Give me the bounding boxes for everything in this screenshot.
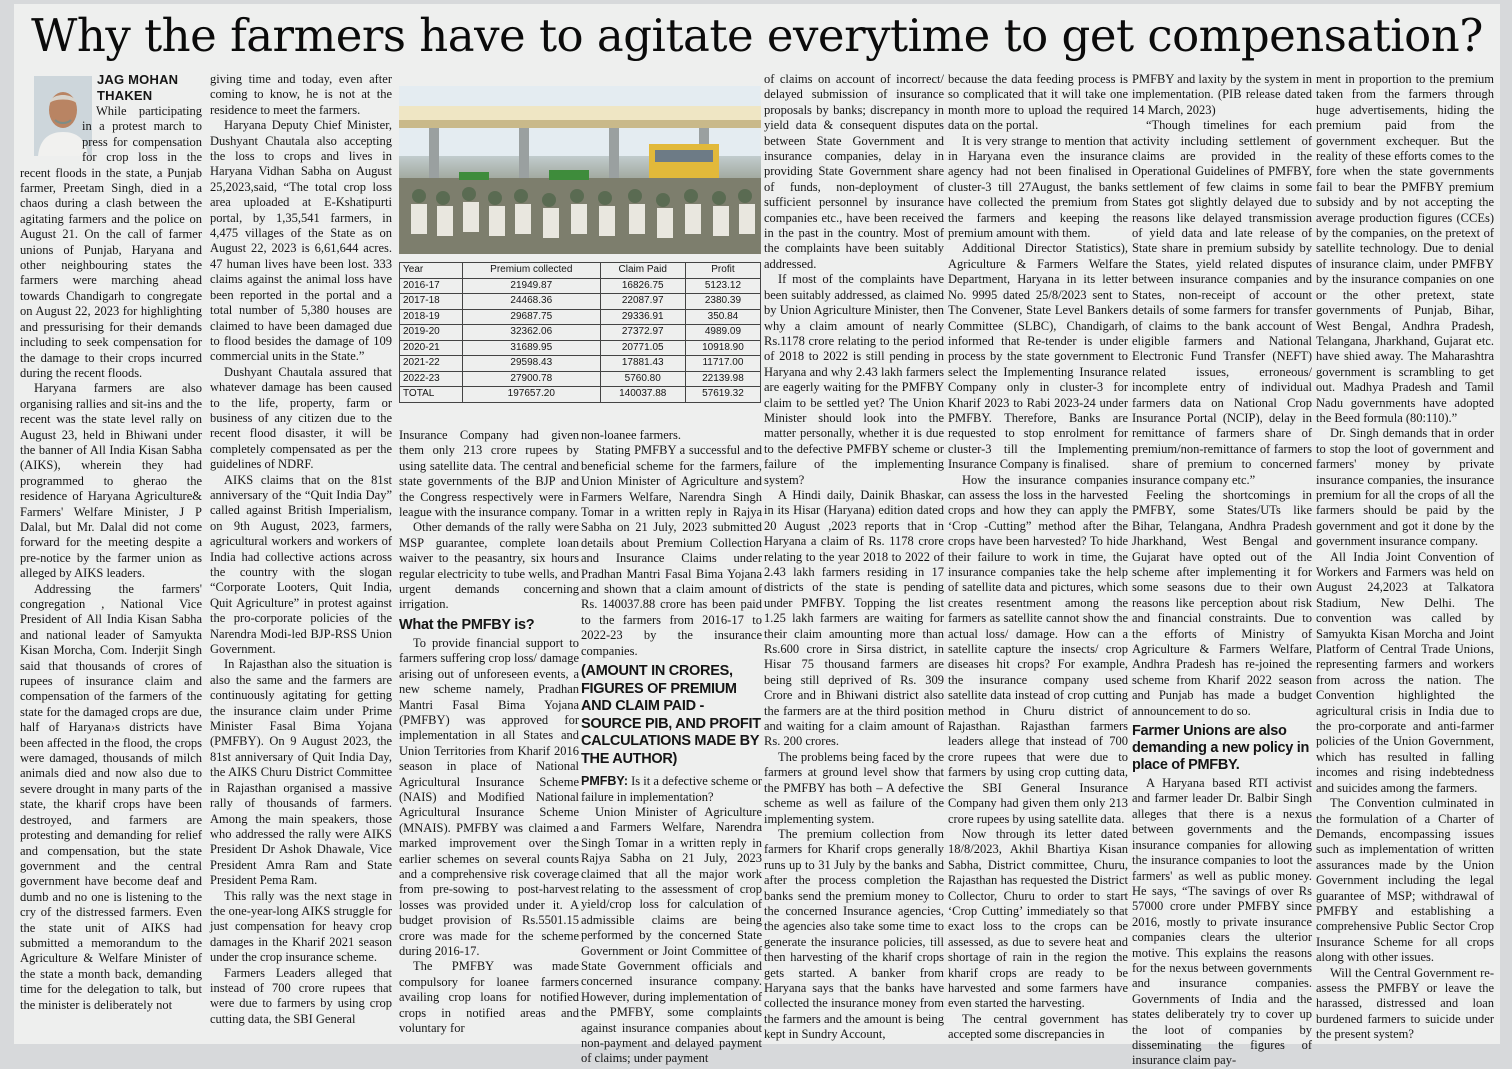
table-cell: TOTAL [400, 387, 463, 403]
column-4 [581, 428, 763, 1066]
table-row [400, 294, 761, 310]
table-cell: 20771.05 [600, 340, 685, 356]
table-cell: 10918.90 [685, 340, 760, 356]
table-header-row [400, 263, 761, 279]
paragraph: In Rajasthan also the situation is also the same and the farmers are continuously agitating for getting the insurance claim under Prime Minister Fasal Bima Yojana (PMFBY). On 9 August 2023, the 81st anniversary of Quit India Day, the AIKS Churu District Committee in Rajasthan organised a massive rally of thousands of farmers. Among the main speakers, those who addressed the rally were AIKS President Dr Ashok Dhawale, Vice President Amra Ram and State President Pema Ram. [210, 657, 392, 888]
table-row [400, 309, 761, 325]
table-row [400, 325, 761, 341]
column-8 [1316, 72, 1494, 1040]
table-cell: 2020-21 [400, 340, 463, 356]
table-cell: 2017-18 [400, 294, 463, 310]
column-5 [764, 72, 944, 1040]
table-row [400, 387, 761, 403]
table-cell: 2022-23 [400, 371, 463, 387]
column-2 [210, 72, 392, 1040]
paragraph: The PMFBY was made compulsory for loanee farmers availing crop loans for notified crops in notified areas and voluntary for [399, 959, 579, 1036]
paragraph [581, 774, 762, 805]
table-header-cell: Claim Paid [600, 263, 685, 279]
paragraph: While participating in a protest march to press for compensation for crop loss in the recent floods in the state, a Punjab farmer, Preetam Singh, died in a chaos during a clash between the agitating farmers and the police on August 21. On the call of farmer unions of Punjab, Haryana and other neighbouring states the farmers were marching ahead towards Chandigarh to congregate on August 22, 2023 for highlighting and pressurising for their demands including to seek compensation for the damage to their crops incurred during the recent floods. [20, 104, 202, 380]
table-cell: 29687.75 [463, 309, 601, 325]
column-3 [399, 428, 579, 1040]
paragraph: of claims on account of incorrect/ delayed submission of insurance proposals by banks; discrepancy in yield data & consequent disputes between State Government and insurance companies, delay in providing State Government share of funds, non-deployment of sufficient personnel by insurance companies etc., have been received in the past in the country. Most of the complaints have been suitably addressed. [764, 72, 944, 271]
subhead-pmfby: What the PMFBY is? [399, 616, 535, 633]
paragraph: Dushyant Chautala assured that whatever damage has been caused to the life, property, farm or business of any citizen due to the recent flood disaster, it will be completely compensated as per the guidelines of NDRF. [210, 364, 392, 472]
table-cell: 29598.43 [463, 356, 601, 372]
paragraph: Farmers Leaders alleged that instead of 700 crore rupees that were due to farmers by using crop cutting data, the SBI General [210, 965, 392, 1026]
table-cell: 57619.32 [685, 387, 760, 403]
table-cell: 22139.98 [685, 371, 760, 387]
paragraph: AIKS claims that on the 81st anniversary of the “Quit India Day” called against British Imperialism, on 9th August, 2023, farmers, agricultural workers and workers of India had collective actions across the country with the slogan “Corporate Looters, Quit India, Quit Agriculture” in protest against the pro-corporate policies of the Narendra Modi-led BJP-RSS Union Government. [210, 472, 392, 657]
paragraph: Now through its letter dated 18/8/2023, Akhil Bhartiya Kisan Sabha, District committee, Churu, Rajasthan has requested the District Collector, Churu to order to start ‘Crop Cutting’ immediately so that exact loss to the crops can be assessed, as due to severe heat and shortage of rain in the region the kharif crops are ready to be harvested and some farmers have even started the harvesting. [948, 826, 1128, 1011]
table-cell: 31689.95 [463, 340, 601, 356]
table-cell: 32362.06 [463, 325, 601, 341]
author-first-name: JAG MOHAN [97, 72, 179, 87]
protest-photo [399, 86, 761, 254]
paragraph: A Haryana based RTI activist and farmer leader Dr. Balbir Singh alleges that there is a nexus between governments and the insurance companies for allowing the insurance companies to loot the farmers' as well as public money. He says, “The savings of over Rs 57000 crore under PMFBY since 2016, mostly to private insurance companies clears the ulterior motive. This explains the reasons for the nexus between governments and insurance companies. Governments of India and the states deliberately try to cover up the loot of companies by disseminating the figures of insurance claim pay- [1132, 776, 1312, 1068]
table-cell: 2380.39 [685, 294, 760, 310]
byline [97, 72, 202, 104]
table-header-cell: Premium collected [463, 263, 601, 279]
paragraph: ment in proportion to the premium taken from the farmers through huge advertisements, hiding the premium paid from the government exchequer. But the reality of these efforts comes to the fore when the state governments fail to bear the PMFBY premium subsidy and by not accepting the average production figures (CCEs) by the companies, on the pretext of satellite technology. Due to denial of insurance claim, under PMFBY by the insurance companies on one or the other pretext, state governments of Punjab, Bihar, West Bengal, Andhra Pradesh, Telangana, Jharkhand, Gujarat etc. have shied away. The Maharashtra government is scrambling to get out. Madhya Pradesh and Tamil Nadu governments have adopted the Beed formula (80:110).” [1316, 72, 1494, 425]
paragraph: “Though timelines for each activity including settlement of claims are provided in the Operational Guidelines of PMFBY, settlement of few claims in some States got slightly delayed due to reasons like delayed transmission of yield data and late release of State share in premium subsidy by the States, yield related disputes between insurance companies and States, non-receipt of account details of some farmers for transfer of claims to the bank account of eligible farmers and National Electronic Fund Transfer (NEFT) related issues, erroneous/ incomplete entry of individual farmers data on National Crop Insurance Portal (NCIP), delay in remittance of farmers share of premium/non-remittance of farmers share of premium to concerned insurance company etc.” [1132, 118, 1312, 487]
table-cell: 5760.80 [600, 371, 685, 387]
table-row [400, 340, 761, 356]
paragraph: Insurance Company had given them only 213 crore rupees by using satellite data. The central and state governments of the BJP and the Congress respectively were in league with the insurance company. [399, 428, 579, 520]
paragraph: Haryana farmers are also organising rallies and sit-ins and the recent was the state level rally on August 23, held in Bhiwani under the banner of All India Kisan Sabha (AIKS), wherein they had programmed to gherao the residence of Haryana Agriculture& Farmers' Welfare Minister, J P Dalal, but Mr. Dalal did not come forward for the meeting despite a pre-notice by the farmer union as alleged by AIKS leaders. [20, 381, 202, 581]
lead-in: PMFBY: [581, 774, 628, 789]
table-cell: 11717.00 [685, 356, 760, 372]
paragraph: Addressing the farmers' congregation , National Vice President of All India Kisan Sabha and national leader of Samyukta Kisan Morcha, Com. Inderjit Singh said that thousands of crores of rupees of insurance claim and compensation of the farmers of the state for the damaged crops are due, half of Haryana›s districts have been affected in the flood, the crops were damaged, thousands of milch animals died and now also due to severe drought in many parts of the state, the kharif crops have been destroyed, and farmers are protesting and demanding for relief and compensation, but the state government and the central government have become deaf and dumb and no one is listening to the cry of the distressed farmers. Even the state unit of AIKS had submitted a memorandum to the Agriculture & Welfare Minister of the state a month back, demanding time for the delegation to talk, but the minister is deliberately not [20, 581, 202, 1012]
table-cell: 2016-17 [400, 278, 463, 294]
table-header-cell: Year [400, 263, 463, 279]
paragraph: PMFBY and laxity by the system in implementation. (PIB release dated 14 March, 2023) [1132, 72, 1312, 117]
table-cell: 17881.43 [600, 356, 685, 372]
table-cell: 4989.09 [685, 325, 760, 341]
photo-spacer [20, 72, 82, 152]
table-cell: 197657.20 [463, 387, 601, 403]
headline: Why the farmers have to agitate everytime to get compensation? [31, 9, 1483, 62]
table-cell: 29336.91 [600, 309, 685, 325]
table-cell: 350.84 [685, 309, 760, 325]
paragraph: Feeling the shortcomings in PMFBY, some States/UTs like Bihar, Telangana, Andhra Pradesh Jharkhand, West Bengal and Gujarat have opted out of the scheme after implementing it for some seasons due to their own reasons like perception about risk and financial constraints. Due to the efforts of Ministry of Agriculture & Farmers Welfare, Andhra Pradesh has re-joined the scheme from Kharif 2022 season and Punjab has made a budget announcement to do so. [1132, 487, 1312, 718]
paragraph: The central government has accepted some discrepancies in [948, 1011, 1128, 1042]
paragraph: To provide financial support to farmers suffering crop loss/ damage arising out of unforeseen events, a new scheme namely, Pradhan Mantri Fasal Bima Yojana (PMFBY) was approved for implementation in all States and Union Territories from Kharif 2016 season in place of National Agricultural Insurance Scheme (NAIS) and Modified National Agricultural Insurance Scheme (MNAIS). PMFBY was claimed a marked improvement over the earlier schemes on several counts and a comprehensive risk coverage from pre-sowing to post-harvest losses was provided under it. A budget provision of Rs.5501.15 crore was made for the scheme during 2016-17. [399, 635, 579, 958]
table-cell: 21949.87 [463, 278, 601, 294]
toll-plaza-protest-image [399, 86, 761, 254]
paragraph: Union Minister of Agriculture and Farmers Welfare, Narendra Singh Tomar in a written reply in Rajya Sabha on 21 July, 2023 claimed that all the major work relating to the assessment of crop yield/crop loss for calculation of admissible claims are being performed by the concerned State Government or Joint Committee of State Government officials and concerned insurance company. However, during implementation of the PMFBY, some complaints against insurance companies about non-payment and delayed payment of claims; under payment [581, 804, 762, 1066]
table-header-cell: Profit [685, 263, 760, 279]
paragraph: It is very strange to mention that in Haryana even the insurance agency had not been finalised in cluster-3 till 27August, the banks have collected the premium from the farmers and keeping the premium amount with them. [948, 133, 1128, 241]
table-caption: (AMOUNT IN CRORES, FIGURES OF PREMIUM AND CLAIM PAID -SOURCE PIB, AND PROFIT CALCULATIONS MADE BY THE AUTHOR) [581, 663, 761, 767]
table-cell: 2018-19 [400, 309, 463, 325]
column-1 [20, 72, 202, 1040]
author-last-name: THAKEN [97, 88, 153, 103]
paragraph: Stating PMFBY a successful and beneficial scheme for the farmers, Union Minister of Agriculture and Farmers Welfare, Narendra Singh Tomar in a written reply in Rajya Sabha on 21 July, 2023 submitted details about Premium Collection and Insurance Claims under Pradhan Mantri Fasal Bima Yojana and shown that a claim amount of Rs. 140037.88 crore has been paid to the farmers from 2016-17 to 2022-23 by the insurance companies. [581, 443, 762, 658]
paragraph: The problems being faced by the farmers at ground level show that the PMFBY has both – A defective scheme as well as failure of the implementing system. [764, 749, 944, 826]
newspaper-page [14, 4, 1500, 1068]
paragraph-text: Is it a defective scheme or failure in implementation? [581, 774, 763, 804]
paragraph: non-loanee farmers. [581, 428, 681, 442]
table-cell: 2021-22 [400, 356, 463, 372]
premium-claims-table [399, 262, 761, 403]
table-cell: 5123.12 [685, 278, 760, 294]
paragraph: Dr. Singh demands that in order to stop the loot of government and farmers' money by private insurance companies, the insurance premium for all the crops of all the farmers should be paid by the government and got it done by the government insurance company. [1316, 426, 1494, 549]
paragraph: How the insurance companies can assess the loss in the harvested crops and how they can apply the ‘Crop -Cutting” method after the crops have been harvested? To hide their failure to work in time, the insurance companies take the help of satellite data and pictures, which creates resentment among the farmers as satellite cannot show the actual loss/ damage. How can a satellite capture the insects/ crop diseases hit crops? For example, the insurance company used satellite data instead of crop cutting method in Churu district of Rajasthan. Rajasthan farmers leaders allege that instead of 700 crore rupees that were due to farmers by using crop cutting data, the SBI General Insurance Company had given them only 213 crore rupees by using satellite data. [948, 472, 1128, 826]
table-cell: 22087.97 [600, 294, 685, 310]
paragraph: The premium collection from farmers for Kharif crops generally runs up to 31 July by the banks and after the process completion the banks send the premium money to the concerned Insurance agencies, the agencies also take some time to generate the insurance policies, till then harvesting of the kharif crops gets started. A banker from Haryana says that the banks have collected the insurance money from the farmers and the amount is being kept in Sundry Account, [764, 826, 944, 1042]
paragraph: Other demands of the rally were MSP guarantee, complete loan waiver to the peasantry, six hours regular electricity to tube wells, and urgent demands concerning irrigation. [399, 520, 579, 612]
column-7 [1132, 72, 1312, 1068]
paragraph: This rally was the next stage in the one-year-long AIKS struggle for just compensation for heavy crop damages in the Kharif 2021 season under the crop insurance scheme. [210, 888, 392, 965]
paragraph: The Convention culminated in the formulation of a Charter of Demands, encompassing issues such as implementation of written assurances made by the Union Government including the legal guarantee of MSP; withdrawal of PMFBY and establishing a comprehensive Public Sector Crop Insurance Scheme for all crops along with other issues. [1316, 796, 1494, 965]
paragraph: giving time and today, even after coming to know, he is not at the residence to meet the farmers. [210, 72, 392, 117]
table-cell: 16826.75 [600, 278, 685, 294]
table-cell: 140037.88 [600, 387, 685, 403]
paragraph: All India Joint Convention of Workers and Farmers was held on August 24,2023 at Talkatora Stadium, New Delhi. The convention was called by Samyukta Kisan Morcha and Joint Platform of Central Trade Unions, representing farmers and workers from across the nation. The Convention highlighted the agricultural crisis in India due to the pro-corporate and anti-farmer policies of the Union Government, which has resulted in falling incomes and rising indebtedness and suicides among the farmers. [1316, 549, 1494, 795]
column-6 [948, 72, 1128, 1040]
paragraph: because the data feeding process is so complicated that it will take one month more to upload the required data on the portal. [948, 72, 1128, 133]
paragraph: A Hindi daily, Dainik Bhaskar, in its Hisar (Haryana) edition dated 20 August ,2023 reports that in Haryana a claim of Rs. 1178 crore relating to the year 2018 to 2022 of 2.43 lakh farmers residing in 17 districts of the state is pending under PMFBY. Topping the list 1.25 lakh farmers are waiting for their claim amounting more than Rs.600 crore in Sirsa district, in Hisar 75 thousand farmers are being still deprived of Rs. 309 Crore and in Bhiwani district also the farmers are at the third position and waiting for a claim amount of Rs. 200 crores. [764, 487, 944, 749]
table-row [400, 278, 761, 294]
table-row [400, 371, 761, 387]
table-cell: 24468.36 [463, 294, 601, 310]
table-row [400, 356, 761, 372]
table-cell: 27900.78 [463, 371, 601, 387]
table-cell: 27372.97 [600, 325, 685, 341]
paragraph: Additional Director Statistics), Agriculture & Farmers Welfare Department, Haryana in its letter No. 9995 dated 25/8/2023 sent to The Convener, State Level Bankers Committee (SLBC), Chandigarh, informed that Re-tender is under process by the state government to select the Implementing Insurance Company only in cluster-3 for Kharif 2023 to Rabi 2023-24 under PMFBY. Therefore, Banks are requested to stop enrolment for cluster-3 till the Implementing Insurance Company is finalised. [948, 241, 1128, 472]
subhead-farmer-unions: Farmer Unions are also demanding a new policy in place of PMFBY. [1132, 723, 1310, 774]
paragraph: If most of the complaints have been suitably addressed, as claimed by Union Agriculture Minister, then why a claim amount of nearly Rs.1178 crore relating to the period of 2018 to 2022 is still pending in Haryana and why 2.43 lakh farmers are eagerly waiting for the PMFBY claim to be settled yet? The Union Minister should look into the matter personally, whether it is due to the defective PMFBY scheme or failure of the implementing system? [764, 272, 944, 487]
paragraph: Will the Central Government re-assess the PMFBY or leave the harassed, distressed and loan burdened farmers to suicide under the present system? [1316, 965, 1494, 1042]
table-body [400, 263, 761, 403]
table-cell: 2019-20 [400, 325, 463, 341]
paragraph: Haryana Deputy Chief Minister, Dushyant Chautala also accepting the loss to crops and lives in Haryana Vidhan Sabha on August 25,2023,said, “The total crop loss area uploaded at E-Kshatipurti portal, by 1,35,541 farmers, in 4,475 villages of the State as on August 22, 2023 is 6,61,644 acres. 47 human lives have been lost. 333 claims against the animal loss have been reported in the portal and a total number of 5,380 houses are claimed to have been damaged due to flood besides the damage of 109 commercial units in the State.” [210, 118, 392, 364]
